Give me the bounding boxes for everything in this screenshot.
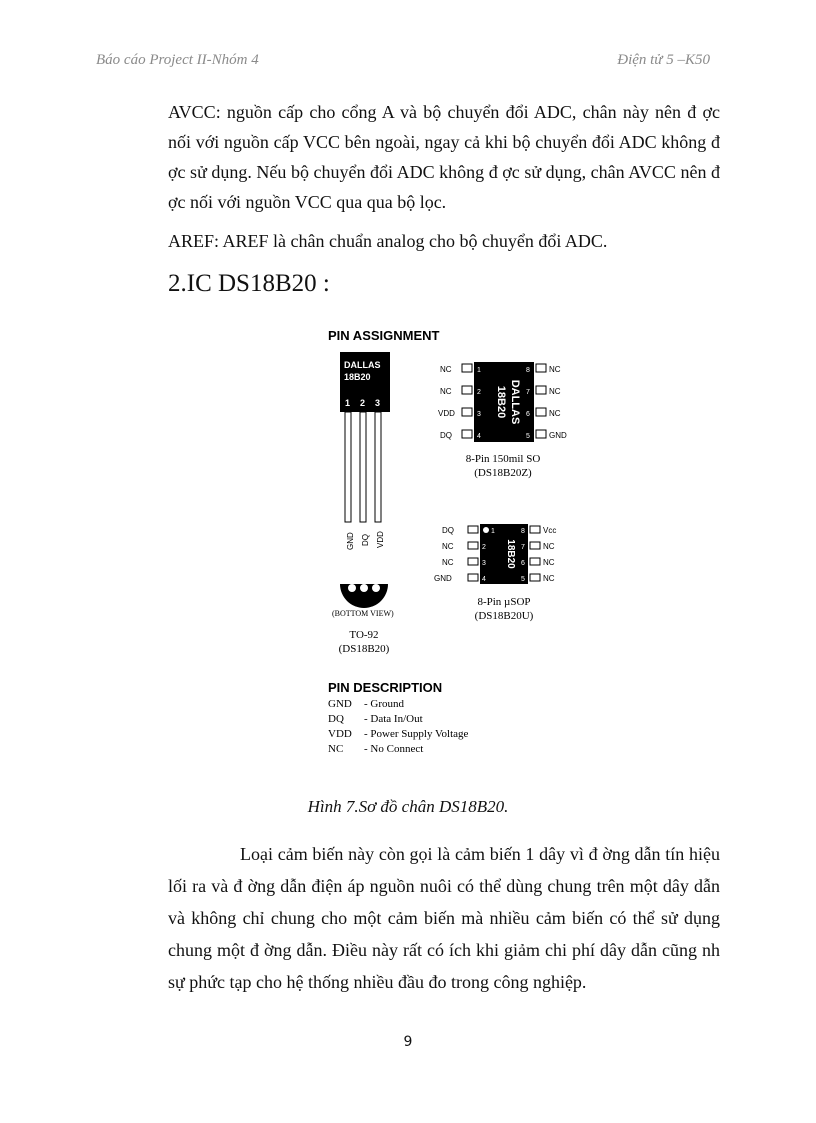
to92-order-code: (DS18B20) xyxy=(338,643,390,655)
so8-pin-number: 4 xyxy=(477,433,481,440)
usop-part: 18B20 xyxy=(505,539,516,569)
usop-pad xyxy=(530,526,540,533)
paragraph-body xyxy=(168,838,720,998)
to92-pin-number: 3 xyxy=(375,398,381,408)
to92-pin-number: 2 xyxy=(360,398,366,408)
usop-pin-number: 2 xyxy=(482,544,486,551)
so8-pad xyxy=(536,386,546,394)
usop-pad xyxy=(530,574,540,581)
so8-pin-number: 7 xyxy=(526,389,530,396)
so8-left-pin-label: NC xyxy=(440,387,452,396)
paragraph-avcc: AVCC: nguồn cấp cho cổng A và bộ chuyển đổi ADC, chân này nên đ ợc nối với nguồn cấp VCC bên ngoài, ngay cả khi bộ chuyển đổi ADC không đ ợc sử dụng. Nếu bộ chuyển đổi ADC không đ ợc sử dụng, chân AVCC nên đ ợc nối với nguồn VCC qua qua bộ lọc. xyxy=(168,102,720,212)
usop-pad xyxy=(468,542,478,549)
paragraph-aref: AREF: AREF là chân chuẩn analog cho bộ chuyển đổi ADC. xyxy=(168,231,608,251)
so8-pad xyxy=(536,430,546,438)
header-right: Điện tử 5 –K50 xyxy=(617,52,710,68)
pin-assignment-title: PIN ASSIGNMENT xyxy=(328,328,440,343)
usop-pin-number: 6 xyxy=(521,560,525,567)
page-number: 9 xyxy=(403,1034,413,1050)
to92-package-name: TO-92 xyxy=(349,629,379,641)
usop-pin-number: 5 xyxy=(521,576,525,583)
so8-pad xyxy=(462,386,472,394)
usop-right-pin-label: NC xyxy=(543,558,555,567)
to92-package xyxy=(332,352,394,655)
pin-description-text: - Ground xyxy=(364,698,405,710)
so8-left-pin-label: DQ xyxy=(440,431,452,440)
usop-order-code: (DS18B20U) xyxy=(474,610,534,622)
usop-package-name: 8-Pin µSOP xyxy=(477,596,531,608)
to92-bottom-pin xyxy=(348,584,356,592)
usop-left-pin-label: NC xyxy=(442,542,454,551)
pin-description-text: - Data In/Out xyxy=(364,713,423,725)
so8-right-pin-label: GND xyxy=(549,431,567,440)
so8-pad xyxy=(462,364,472,372)
usop-pin-number: 7 xyxy=(521,544,525,551)
so8-left-pin-label: NC xyxy=(440,365,452,374)
so8-pin-number: 2 xyxy=(477,389,481,396)
so8-pad xyxy=(462,408,472,416)
to92-brand: DALLAS xyxy=(344,360,381,370)
to92-lead xyxy=(345,412,351,522)
usop-pin-number: 3 xyxy=(482,560,486,567)
so8-pad xyxy=(536,408,546,416)
to92-pin-label: DQ xyxy=(361,534,370,546)
so8-pin-number: 5 xyxy=(526,433,530,440)
so8-package xyxy=(438,362,567,479)
so8-part: 18B20 xyxy=(495,385,507,419)
pin-description-name: DQ xyxy=(328,713,344,725)
pin-description-name: VDD xyxy=(328,728,352,740)
usop-pad xyxy=(530,542,540,549)
so8-pad xyxy=(462,430,472,438)
so8-pin-number: 8 xyxy=(526,367,530,374)
pin-description-title: PIN DESCRIPTION xyxy=(328,680,443,695)
paragraph-body-text: Loại cảm biến này còn gọi là cảm biến 1 dây vì đ ờng dẫn tín hiệu lối ra và đ ờng dẫn điện áp nguồn nuôi có thể dùng chung trên một dây dẫn và không chỉ chung cho một cảm biến mà nhiều cảm biến có thể sử dụng chung một đ ờng dẫn. Điều này rất có ích khi giảm chi phí dây dẫn cũng nh sự phức tạp cho hệ thống nhiều đầu đo trong công nghiệp. xyxy=(168,844,720,992)
so8-right-pin-label: NC xyxy=(549,409,561,418)
to92-pin-number: 1 xyxy=(345,398,351,408)
usop-left-pin-label: GND xyxy=(434,574,452,583)
pin-description-text: - No Connect xyxy=(364,743,424,755)
to92-part: 18B20 xyxy=(344,372,371,382)
usop-pin-number: 4 xyxy=(482,576,486,583)
usop-pad xyxy=(530,558,540,565)
to92-pin-label: VDD xyxy=(376,531,385,548)
so8-right-pin-label: NC xyxy=(549,365,561,374)
pin-description-text: - Power Supply Voltage xyxy=(364,728,469,740)
pin-description-name: GND xyxy=(328,698,352,710)
to92-bottom-view-label: (BOTTOM VIEW) xyxy=(332,609,394,618)
figure-caption: Hình 7.Sơ đồ chân DS18B20. xyxy=(307,797,509,816)
usop-pad xyxy=(468,558,478,565)
to92-bottom-pin xyxy=(360,584,368,592)
pin-assignment-figure xyxy=(318,322,578,770)
so8-pin-number: 6 xyxy=(526,411,530,418)
so8-pin-number: 1 xyxy=(477,367,481,374)
so8-package-name: 8-Pin 150mil SO xyxy=(465,453,541,465)
so8-brand: DALLAS xyxy=(509,379,521,425)
so8-right-pin-label: NC xyxy=(549,387,561,396)
pinout-diagram xyxy=(318,322,578,770)
to92-lead xyxy=(360,412,366,522)
usop-pad xyxy=(468,526,478,533)
so8-left-pin-label: VDD xyxy=(438,409,455,418)
usop-pin-number: 1 xyxy=(491,528,495,535)
usop-right-pin-label: NC xyxy=(543,542,555,551)
so8-order-code: (DS18B20Z) xyxy=(474,467,532,479)
usop-left-pin-label: DQ xyxy=(442,526,454,535)
pin-description-name: NC xyxy=(328,743,344,755)
usop-right-pin-label: Vcc xyxy=(543,526,557,535)
to92-bottom-pin xyxy=(372,584,380,592)
so8-pin-number: 3 xyxy=(477,411,481,418)
so8-pad xyxy=(536,364,546,372)
usop-pin-number: 8 xyxy=(521,528,525,535)
usop-package xyxy=(434,524,556,622)
header-left: Báo cáo Project II-Nhóm 4 xyxy=(96,52,259,68)
usop-right-pin-label: NC xyxy=(543,574,555,583)
usop-left-pin-label: NC xyxy=(442,558,454,567)
to92-pin-label: GND xyxy=(346,532,355,550)
usop-pin1-marker xyxy=(483,527,489,533)
usop-pad xyxy=(468,574,478,581)
to92-lead xyxy=(375,412,381,522)
section-title: 2.IC DS18B20 : xyxy=(168,270,330,297)
